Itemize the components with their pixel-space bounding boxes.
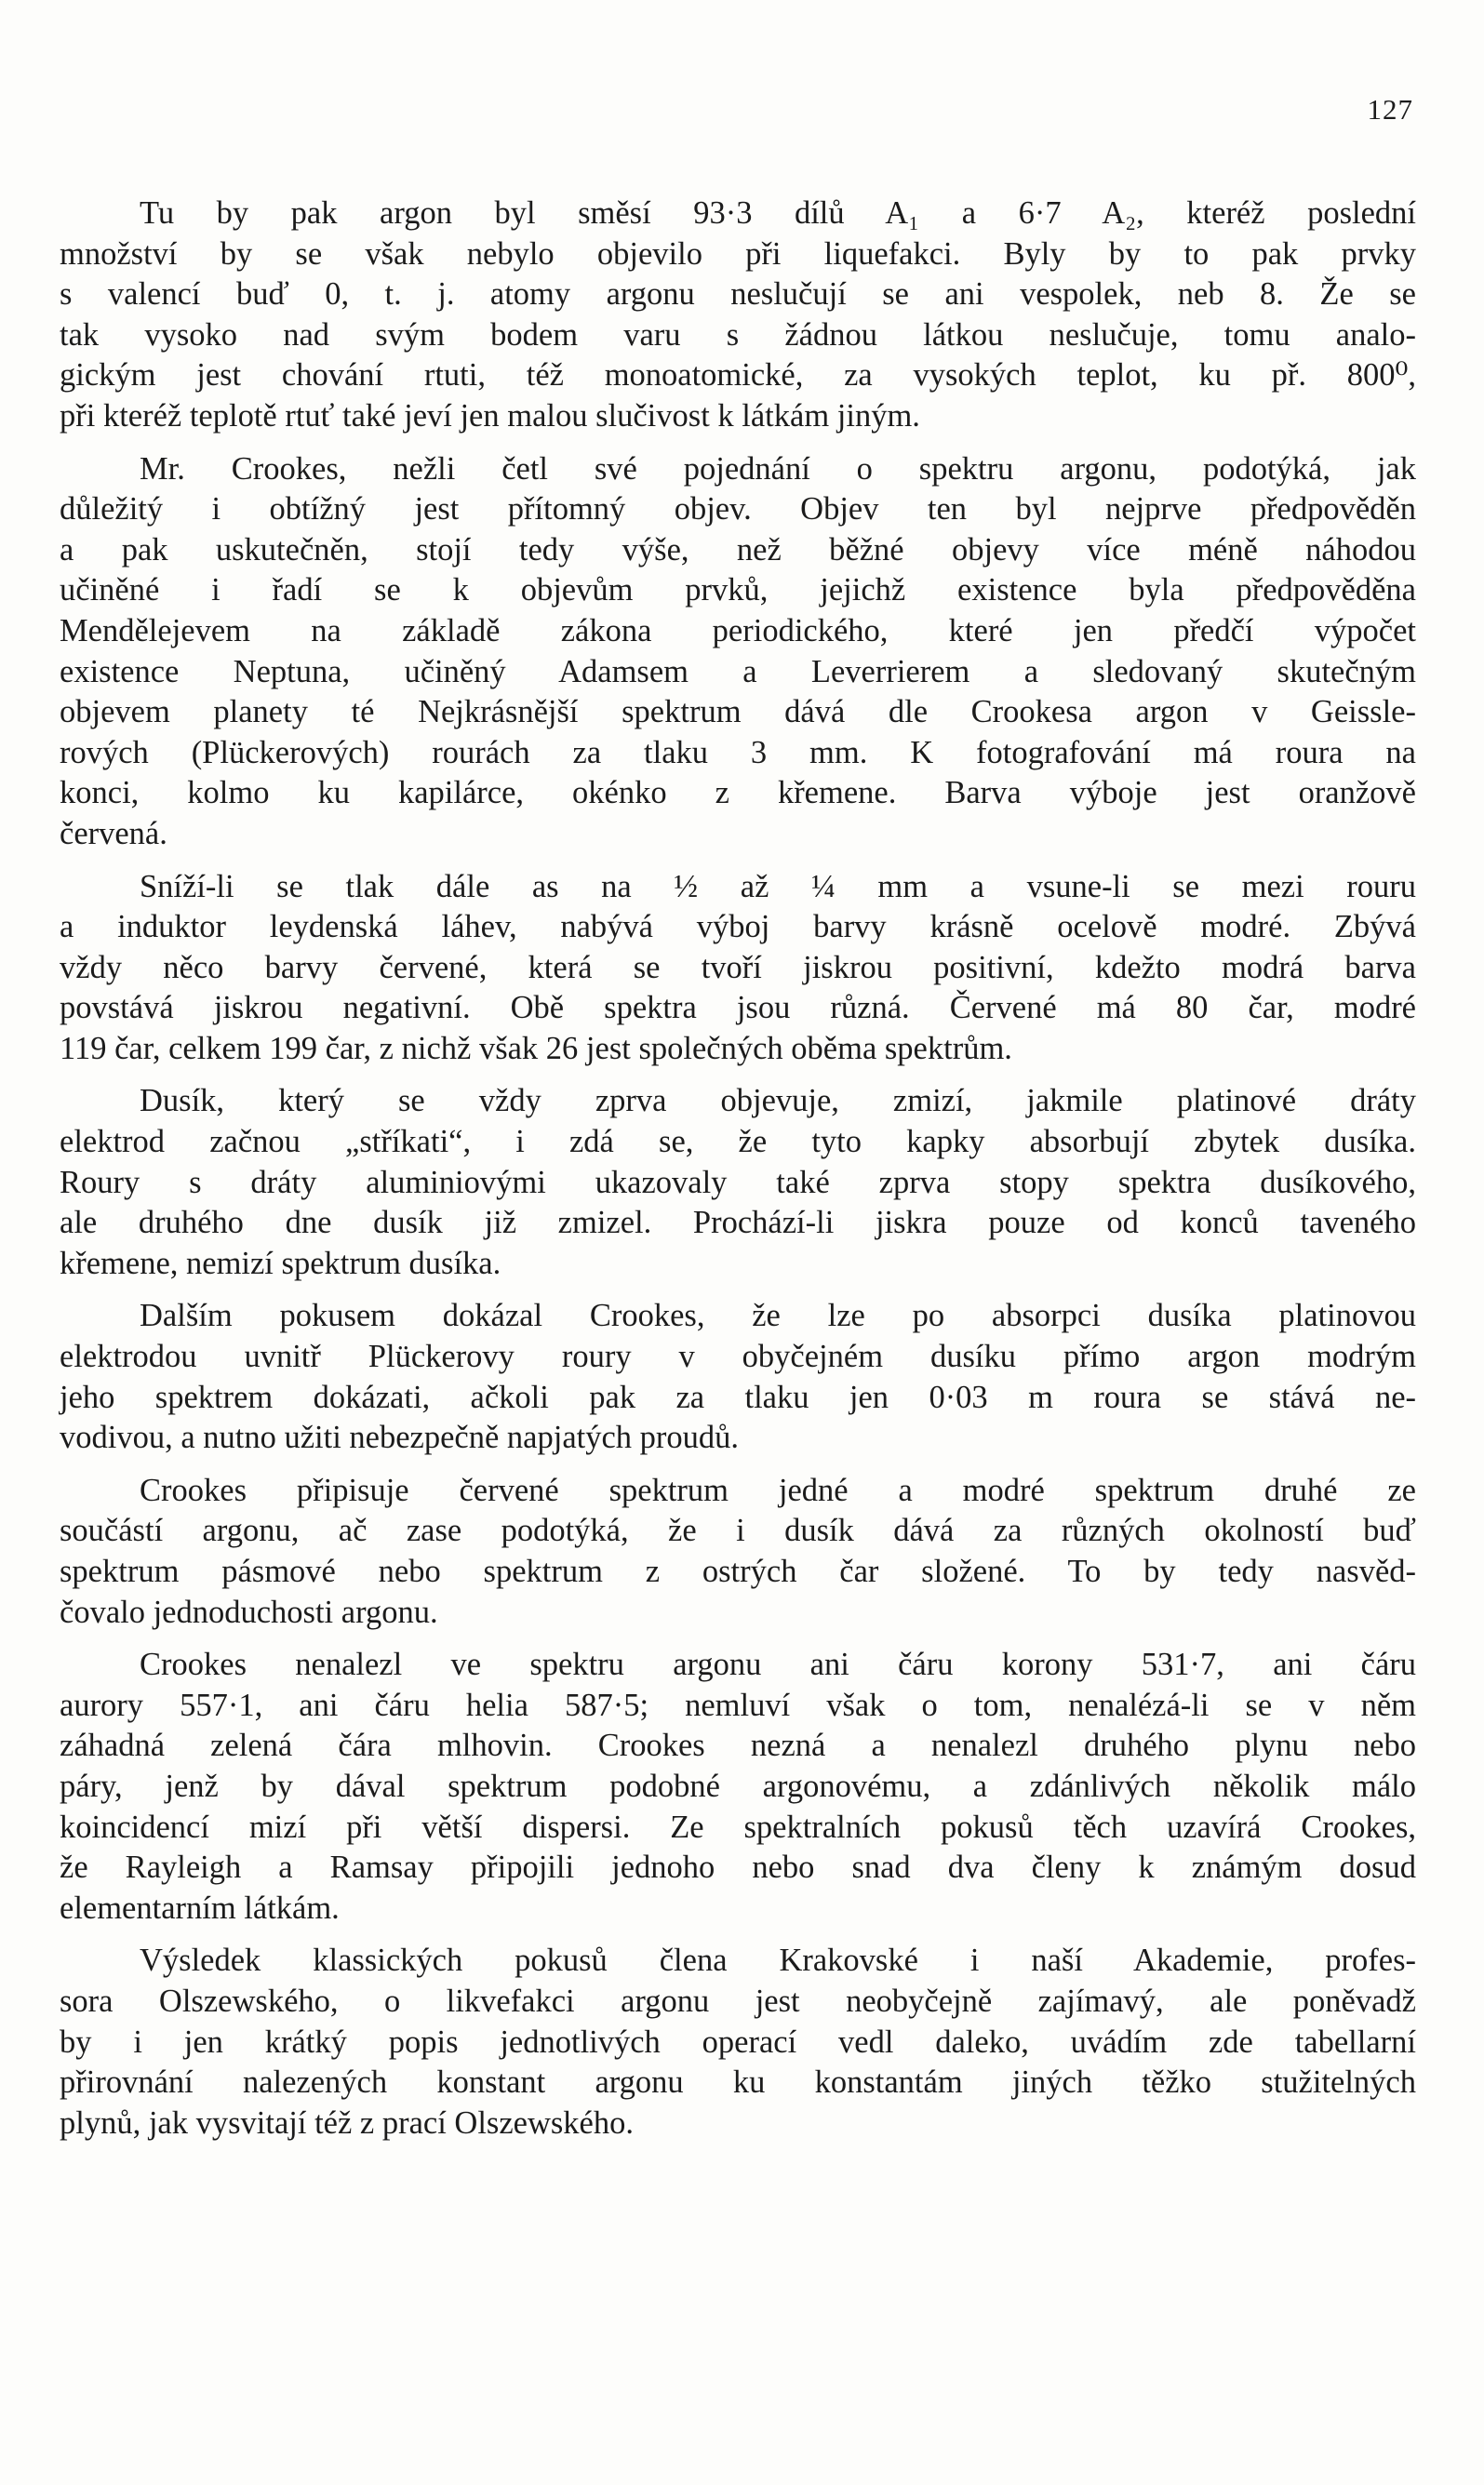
text-line: Roury s dráty aluminiovými ukazovaly také zprva stopy spektra dusíkového,: [60, 1164, 1416, 1200]
text-line: vodivou, a nutno užiti nebezpečně napjatých proudů.: [60, 1420, 740, 1456]
text-line: konci, kolmo ku kapilárce, okénko z křemene. Barva výboje jest oranžově: [60, 775, 1416, 811]
text-line: sora Olszewského, o likvefakci argonu jest neobyčejně zajímavý, ale poněvadž: [60, 1983, 1416, 2019]
paragraph: [60, 867, 1416, 1070]
text-line: Dalším pokusem dokázal Crookes, že lze po absorpci dusíka platinovou: [140, 1298, 1416, 1334]
text-line: červená.: [60, 815, 167, 851]
text-line: že Rayleigh a Ramsay připojili jednoho nebo snad dva členy k známým dosud: [60, 1850, 1416, 1886]
text-line: Dusík, který se vždy zprva objevuje, zmizí, jakmile platinové dráty: [140, 1083, 1416, 1119]
text-line: tak vysoko nad svým bodem varu s žádnou látkou neslučuje, tomu analo-: [60, 316, 1416, 353]
text-body: [60, 194, 1416, 2156]
paragraph: [60, 1296, 1416, 1458]
text-line: elektrod začnou „stříkati“, i zdá se, že tyto kapky absorbují zbytek dusíka.: [60, 1124, 1416, 1160]
paragraph: [60, 1081, 1416, 1284]
text-line: objevem planety té Nejkrásnější spektrum dává dle Crookesa argon v Geissle-: [60, 694, 1416, 730]
paragraph: [60, 449, 1416, 855]
text-line: důležitý i obtížný jest přítomný objev. Objev ten byl nejprve předpověděn: [60, 491, 1416, 528]
text-line: Výsledek klassických pokusů člena Krakovské i naší Akademie, profes-: [140, 1943, 1416, 1979]
text-line: součástí argonu, ač zase podotýká, že i dusík dává za různých okolností buď: [60, 1513, 1416, 1549]
text-line: jeho spektrem dokázati, ačkoli pak za tlaku jen 0·03 m roura se stává ne-: [60, 1379, 1416, 1415]
text-line: Sníží-li se tlak dále as na ½ až ¼ mm a vsune-li se mezi rouru: [140, 868, 1416, 904]
text-line: páry, jenž by dával spektrum podobné argonovému, a zdánlivých několik málo: [60, 1768, 1416, 1804]
text-line: gickým jest chování rtuti, též monoatomické, za vysokých teplot, ku př. 800⁰,: [60, 357, 1416, 394]
text-line: elektrodou uvnitř Plückerovy roury v obyčejném dusíku přímo argon modrým: [60, 1339, 1416, 1375]
text-line: Mr. Crookes, nežli četl své pojednání o spektru argonu, podotýká, jak: [140, 450, 1416, 487]
text-line: povstává jiskrou negativní. Obě spektra jsou různá. Červené má 80 čar, modré: [60, 990, 1416, 1026]
text-line: s valencí buď 0, t. j. atomy argonu neslučují se ani vespolek, neb 8. Že se: [60, 276, 1416, 313]
text-line: Crookes připisuje červené spektrum jedné a modré spektrum druhé ze: [140, 1472, 1416, 1508]
text-line: 119 čar, celkem 199 čar, z nichž však 26 jest společných oběma spektrům.: [60, 1030, 1012, 1066]
text-line: záhadná zelená čára mlhovin. Crookes nezná a nenalezl druhého plynu nebo: [60, 1728, 1416, 1764]
text-line: elementarním látkám.: [60, 1890, 340, 1926]
text-line: vždy něco barvy červené, která se tvoří jiskrou positivní, kdežto modrá barva: [60, 949, 1416, 985]
text-line: koincidencí mizí při větší dispersi. Ze spektralních pokusů těch uzavírá Crookes,: [60, 1809, 1416, 1845]
text-line: a induktor leydenská láhev, nabývá výboj barvy krásně ocelově modré. Zbývá: [60, 909, 1416, 945]
text-line: spektrum pásmové nebo spektrum z ostrých čar složené. To by tedy nasvěd-: [60, 1554, 1416, 1589]
text-line: křemene, nemizí spektrum dusíka.: [60, 1245, 501, 1281]
text-line: čovalo jednoduchosti argonu.: [60, 1594, 438, 1630]
text-line: ale druhého dne dusík již zmizel. Prochází-li jiskra pouze od konců taveného: [60, 1205, 1416, 1241]
text-line: množství by se však nebylo objevilo při liquefakci. Byly by to pak prvky: [60, 235, 1416, 272]
text-line: přirovnání nalezených konstant argonu ku konstantám jiných těžko stužitelných: [60, 2064, 1416, 2101]
text-line: a pak uskutečněn, stojí tedy výše, než běžné objevy více méně náhodou: [60, 531, 1416, 568]
paragraph: [60, 1471, 1416, 1633]
text-line: aurory 557·1, ani čáru helia 587·5; nemluví však o tom, nenalézá-li se v něm: [60, 1687, 1416, 1723]
text-line: by i jen krátký popis jednotlivých operací vedl daleko, uvádím zde tabellarní: [60, 2024, 1416, 2060]
text-line: učiněné i řadí se k objevům prvků, jejichž existence byla předpověděna: [60, 572, 1416, 608]
text-line: Crookes nenalezl ve spektru argonu ani čáru korony 531·7, ani čáru: [140, 1647, 1416, 1683]
text-line: Tu by pak argon byl směsí 93·3 dílů A₁ a 6·7 A₂, kteréž poslední: [140, 195, 1416, 231]
paragraph: [60, 1941, 1416, 2144]
paragraph: [60, 1645, 1416, 1929]
text-line: při kteréž teplotě rtuť také jeví jen malou slučivost k látkám jiným.: [60, 397, 920, 434]
text-line: Mendělejevem na základě zákona periodického, které jen předčí výpočet: [60, 612, 1416, 648]
text-line: plynů, jak vysvitají též z prací Olszewského.: [60, 2104, 634, 2141]
page-number: 127: [1367, 93, 1413, 126]
paragraph: [60, 194, 1416, 437]
text-line: existence Neptuna, učiněný Adamsem a Leverrierem a sledovaný skutečným: [60, 653, 1416, 689]
text-line: rových (Plückerových) rourách za tlaku 3 mm. K fotografování má roura na: [60, 734, 1416, 770]
